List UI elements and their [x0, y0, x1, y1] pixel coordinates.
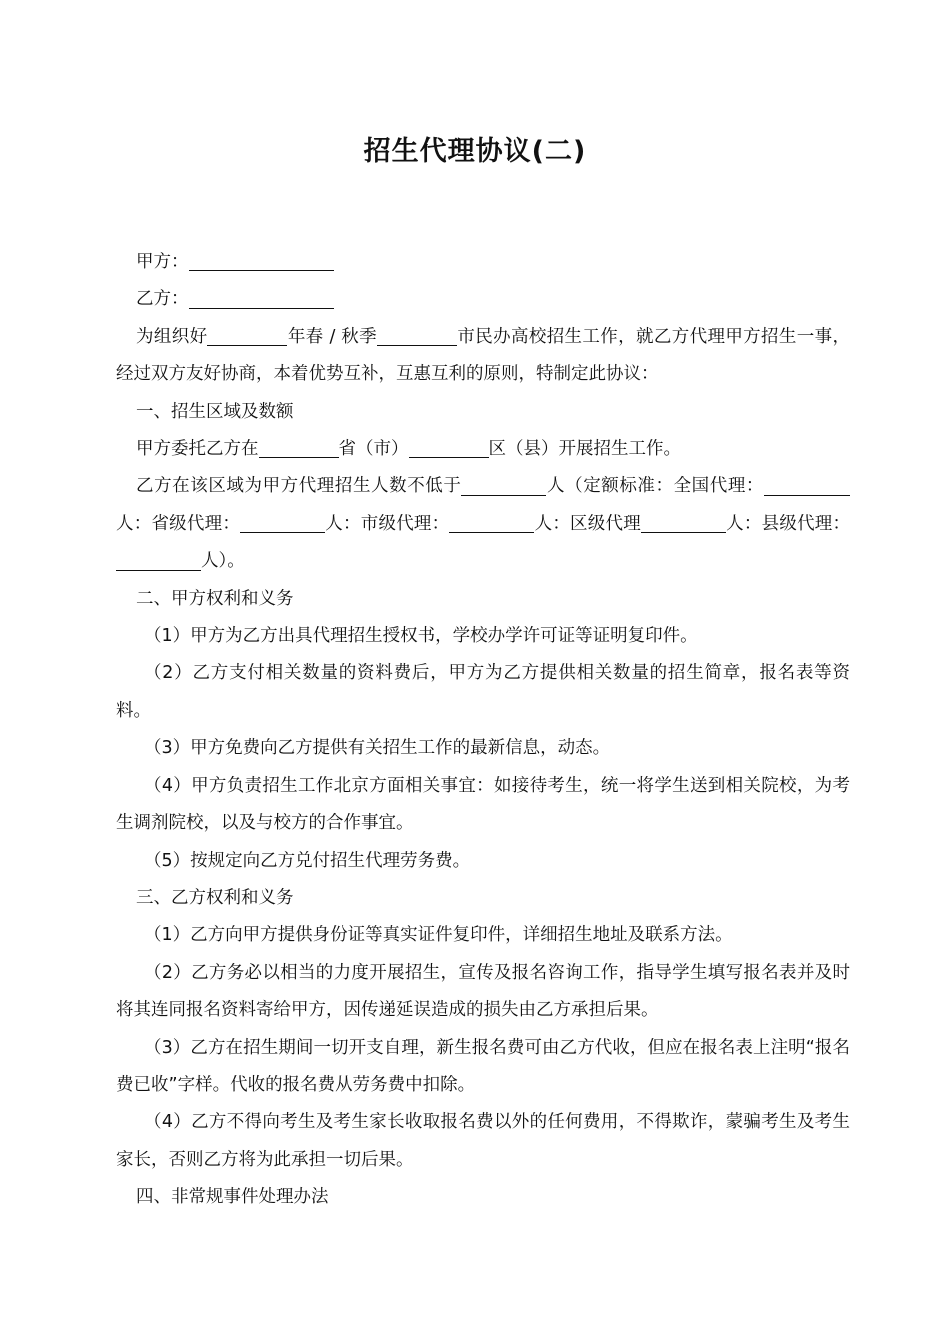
section4-heading: 四、非常规事件处理办法	[136, 1187, 329, 1208]
s1-paragraph-1	[116, 431, 850, 468]
document-body	[116, 244, 850, 1217]
s2-item-4: （4）甲方负责招生工作北京方面相关事宜：如接待考生，统一将学生送到相关院校，为考生调剂院校，以及与校方的合作事宜。	[116, 775, 850, 834]
s3-item-1: （1）乙方向甲方提供身份证等真实证件复印件，详细招生地址及联系方法。	[144, 925, 733, 946]
quota-text-a: 乙方在该区域为甲方代理招生人数不低于	[136, 476, 462, 497]
party-b-label: 乙方：	[136, 289, 189, 310]
quota-text-c: 人：省级代理：	[116, 513, 241, 534]
s3-item-4: （4）乙方不得向考生及考生家长收取报名费以外的任何费用，不得欺诈，蒙骗考生及考生家长，否则乙方将为此承担一切后果。	[116, 1112, 850, 1170]
s1-paragraph-2	[116, 468, 850, 580]
s2-item-5: （5）按规定向乙方兑付招生代理劳务费。	[144, 850, 471, 871]
s1-text-c: 区（县）开展招生工作。	[488, 439, 681, 460]
city-agent-blank	[449, 514, 534, 533]
s1-text-b: 省（市）	[338, 439, 409, 460]
quota-text-g: 人）。	[201, 551, 245, 572]
intro-text-1: 为组织好	[136, 326, 208, 347]
s3-item-2: （2）乙方务必以相当的力度开展招生，宣传及报名咨询工作，指导学生填写报名表并及时将其连同报名资料寄给甲方，因传递延误造成的损失由乙方承担后果。	[116, 962, 850, 1021]
party-b-line	[116, 281, 850, 318]
s3-item-3: （3）乙方在招生期间一切开支自理，新生报名费可由乙方代收，但应在报名表上注明“报名费已收”字样。代收的报名费从劳务费中扣除。	[116, 1037, 850, 1095]
quota-min-blank	[461, 476, 546, 495]
section2-heading: 二、甲方权利和义务	[136, 588, 294, 609]
s2-item-3: （3）甲方免费向乙方提供有关招生工作的最新信息，动态。	[144, 738, 611, 759]
intro-paragraph	[116, 319, 850, 394]
document-title: 招生代理协议(二)	[363, 136, 587, 167]
s1-text-a: 甲方委托乙方在	[136, 439, 259, 460]
section1-heading: 一、招生区域及数额	[136, 401, 294, 422]
party-a-blank	[189, 252, 334, 271]
province-blank	[259, 439, 339, 458]
county-agent-blank	[116, 551, 201, 570]
district-blank	[409, 439, 489, 458]
quota-text-f: 人：县级代理：	[725, 513, 851, 534]
quota-text-b: 人（定额标准：全国代理：	[546, 476, 765, 497]
intro-text-3: 市民办高校招生工作，就乙方代理甲方招生一事，经过双方友好协商，本着优势互补，互惠互利的原则，特制定此协议：	[116, 326, 850, 385]
section3-heading: 三、乙方权利和义务	[136, 887, 294, 908]
city-blank	[377, 327, 457, 346]
s2-item-2: （2）乙方支付相关数量的资料费后，甲方为乙方提供相关数量的招生简章，报名表等资料。	[116, 663, 850, 721]
provincial-agent-blank	[240, 514, 325, 533]
national-agent-blank	[764, 476, 850, 495]
year-blank	[207, 327, 287, 346]
party-a-line	[116, 244, 850, 281]
quota-text-e: 人：区级代理	[534, 513, 641, 534]
party-b-blank	[189, 289, 334, 308]
intro-text-2: 年春 / 秋季	[287, 326, 378, 347]
s2-item-1: （1）甲方为乙方出具代理招生授权书，学校办学许可证等证明复印件。	[144, 626, 698, 647]
district-agent-blank	[641, 514, 726, 533]
quota-text-d: 人：市级代理：	[325, 513, 450, 534]
party-a-label: 甲方：	[136, 252, 189, 272]
